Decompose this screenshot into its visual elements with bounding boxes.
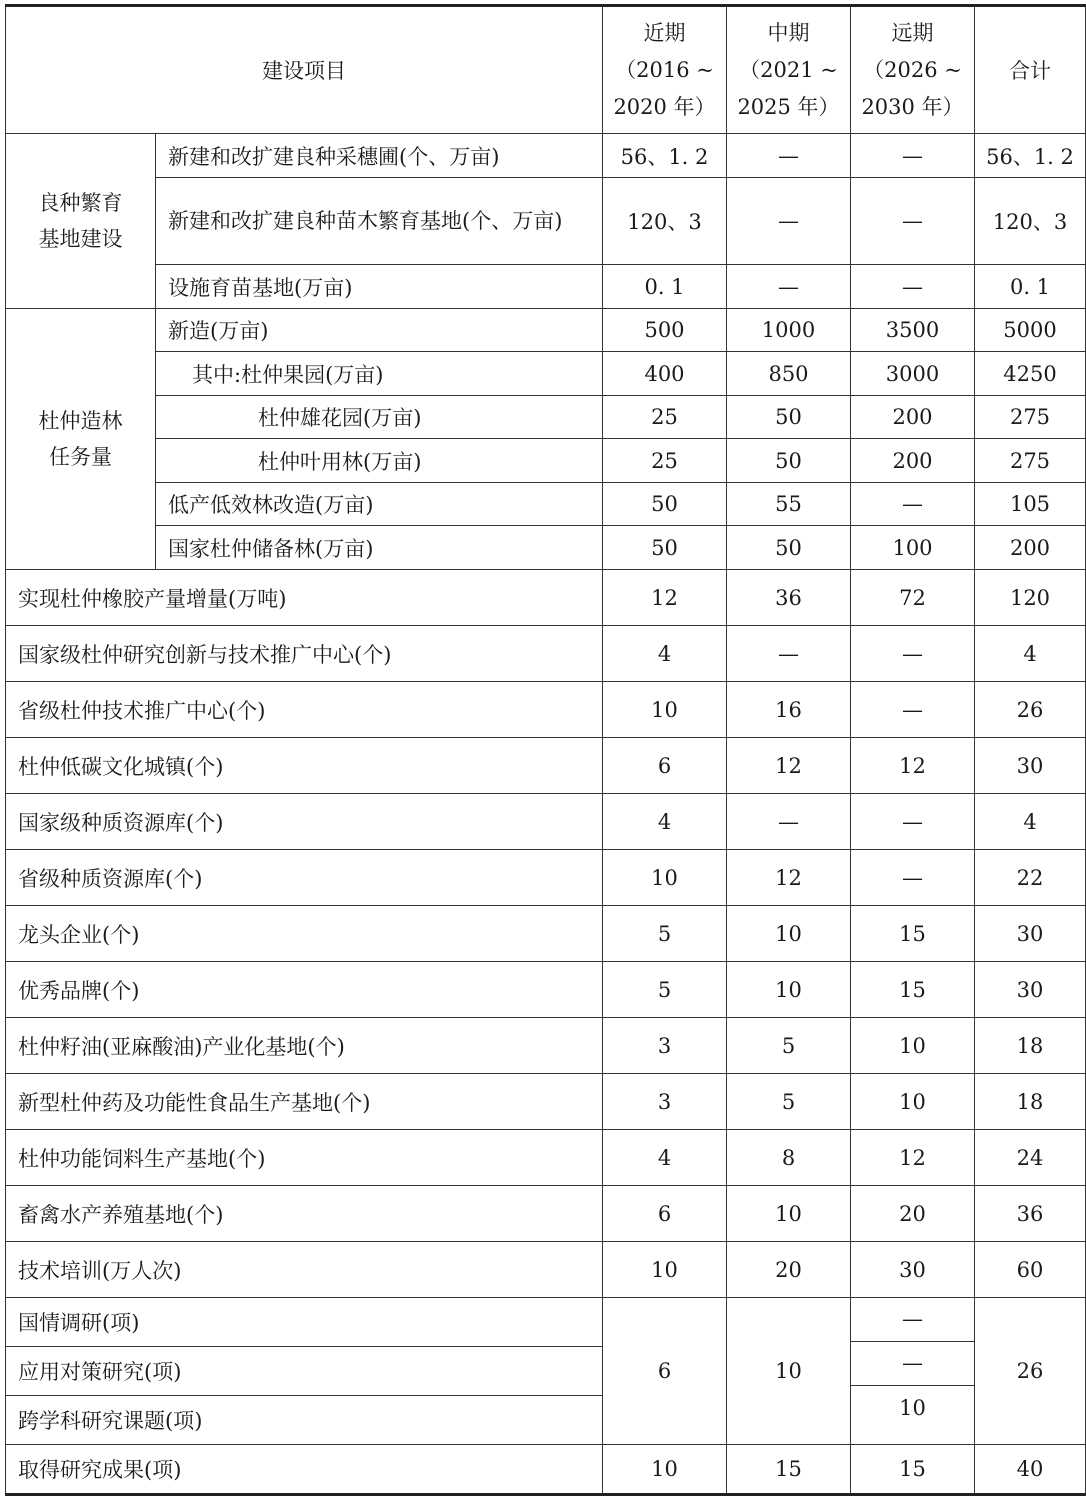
row-label: 杜仲叶用林(万亩) bbox=[156, 439, 603, 483]
cell-mid: 36 bbox=[727, 570, 851, 626]
cell-far: 200 bbox=[851, 439, 975, 483]
cell-total: 275 bbox=[975, 396, 1086, 439]
cell-far: 12 bbox=[851, 1130, 975, 1186]
cell-mid: 10 bbox=[727, 906, 851, 962]
header-far: 远期 （2026 ~ 2030 年） bbox=[851, 6, 975, 134]
cell-mid: — bbox=[727, 178, 851, 265]
table-row bbox=[6, 352, 1086, 396]
cell-mid: 10 bbox=[727, 1186, 851, 1242]
cell-far: 15 bbox=[851, 1445, 975, 1495]
cell-mid: 16 bbox=[727, 682, 851, 738]
cell-near: 0. 1 bbox=[603, 265, 727, 309]
table-row bbox=[6, 134, 1086, 178]
cell-near: 10 bbox=[603, 850, 727, 906]
planning-table bbox=[5, 4, 1086, 1496]
row-label: 新造(万亩) bbox=[156, 309, 603, 352]
cell-mid: — bbox=[727, 626, 851, 682]
cell-total: 120、3 bbox=[975, 178, 1086, 265]
header-mid: 中期 （2021 ~ 2025 年） bbox=[727, 6, 851, 134]
cell-far: 30 bbox=[851, 1242, 975, 1298]
row-label: 优秀品牌(个) bbox=[6, 962, 603, 1018]
row-label: 国家级杜仲研究创新与技术推广中心(个) bbox=[6, 626, 603, 682]
cell-mid: 8 bbox=[727, 1130, 851, 1186]
cell-near: 5 bbox=[603, 906, 727, 962]
cell-near: 4 bbox=[603, 794, 727, 850]
cell-mid: 55 bbox=[727, 483, 851, 526]
cell-near: 6 bbox=[603, 1186, 727, 1242]
cell-far: 72 bbox=[851, 570, 975, 626]
header-total: 合计 bbox=[975, 6, 1086, 134]
table-row bbox=[6, 850, 1086, 906]
cell-mid: 20 bbox=[727, 1242, 851, 1298]
cell-mid: 50 bbox=[727, 526, 851, 570]
cell-near: 4 bbox=[603, 1130, 727, 1186]
cell-far: — bbox=[851, 265, 975, 309]
table-row bbox=[6, 682, 1086, 738]
cell-far: 3500 bbox=[851, 309, 975, 352]
cell-mid: 50 bbox=[727, 439, 851, 483]
cell-far: 20 bbox=[851, 1186, 975, 1242]
cell-total: 30 bbox=[975, 738, 1086, 794]
cell-far: — bbox=[851, 682, 975, 738]
cell-far: — bbox=[851, 1298, 974, 1342]
row-label: 新型杜仲药及功能性食品生产基地(个) bbox=[6, 1074, 603, 1130]
cell-near: 25 bbox=[603, 396, 727, 439]
row-label: 实现杜仲橡胶产量增量(万吨) bbox=[6, 570, 603, 626]
row-label: 龙头企业(个) bbox=[6, 906, 603, 962]
row-label: 应用对策研究(项) bbox=[6, 1347, 603, 1396]
row-label: 杜仲低碳文化城镇(个) bbox=[6, 738, 603, 794]
cell-total: 60 bbox=[975, 1242, 1086, 1298]
table-row bbox=[6, 570, 1086, 626]
cell-near: 25 bbox=[603, 439, 727, 483]
table-row bbox=[6, 309, 1086, 352]
cell-far: 15 bbox=[851, 962, 975, 1018]
cell-near: 500 bbox=[603, 309, 727, 352]
table-row bbox=[6, 1074, 1086, 1130]
table-row bbox=[6, 962, 1086, 1018]
cell-mid: — bbox=[727, 134, 851, 178]
cell-near: 6 bbox=[603, 738, 727, 794]
cell-total: 56、1. 2 bbox=[975, 134, 1086, 178]
cell-total: 4250 bbox=[975, 352, 1086, 396]
cell-near: 120、3 bbox=[603, 178, 727, 265]
cell-total: 30 bbox=[975, 962, 1086, 1018]
row-label: 设施育苗基地(万亩) bbox=[156, 265, 603, 309]
cell-total: 24 bbox=[975, 1130, 1086, 1186]
cell-far: — bbox=[851, 850, 975, 906]
cell-far: — bbox=[851, 178, 975, 265]
cell-far: 200 bbox=[851, 396, 975, 439]
cell-total: 18 bbox=[975, 1018, 1086, 1074]
cell-total: 22 bbox=[975, 850, 1086, 906]
cell-total: 36 bbox=[975, 1186, 1086, 1242]
cell-total: 5000 bbox=[975, 309, 1086, 352]
row-label: 技术培训(万人次) bbox=[6, 1242, 603, 1298]
table-row bbox=[6, 906, 1086, 962]
cell-far: — bbox=[851, 483, 975, 526]
cell-total: 26 bbox=[975, 682, 1086, 738]
cell-total: 275 bbox=[975, 439, 1086, 483]
row-label: 国家杜仲储备林(万亩) bbox=[156, 526, 603, 570]
row-label: 跨学科研究课题(项) bbox=[6, 1396, 603, 1445]
cell-total: 30 bbox=[975, 906, 1086, 962]
cell-mid: 12 bbox=[727, 850, 851, 906]
table-row bbox=[6, 1130, 1086, 1186]
row-label: 取得研究成果(项) bbox=[6, 1445, 603, 1495]
cell-near: 50 bbox=[603, 526, 727, 570]
table-row bbox=[6, 526, 1086, 570]
cell-far: — bbox=[851, 134, 975, 178]
table-row bbox=[6, 265, 1086, 309]
row-label: 杜仲功能饲料生产基地(个) bbox=[6, 1130, 603, 1186]
group-breeding: 良种繁育基地建设 bbox=[6, 134, 156, 309]
cell-near: 10 bbox=[603, 1242, 727, 1298]
cell-mid: 10 bbox=[727, 962, 851, 1018]
row-label: 低产低效林改造(万亩) bbox=[156, 483, 603, 526]
cell-total: 4 bbox=[975, 794, 1086, 850]
row-label: 杜仲籽油(亚麻酸油)产业化基地(个) bbox=[6, 1018, 603, 1074]
cell-mid: 5 bbox=[727, 1018, 851, 1074]
row-label: 畜禽水产养殖基地(个) bbox=[6, 1186, 603, 1242]
cell-near: 56、1. 2 bbox=[603, 134, 727, 178]
row-label: 新建和改扩建良种苗木繁育基地(个、万亩) bbox=[156, 178, 603, 265]
row-label: 其中:杜仲果园(万亩) bbox=[156, 352, 603, 396]
cell-near: 6 bbox=[603, 1298, 727, 1445]
cell-far: — bbox=[851, 626, 975, 682]
table-row bbox=[6, 1242, 1086, 1298]
table-row bbox=[6, 1186, 1086, 1242]
cell-total: 105 bbox=[975, 483, 1086, 526]
table-row bbox=[6, 738, 1086, 794]
cell-total: 120 bbox=[975, 570, 1086, 626]
cell-far: — bbox=[851, 794, 975, 850]
cell-mid: 1000 bbox=[727, 309, 851, 352]
table-row bbox=[6, 626, 1086, 682]
cell-total: 18 bbox=[975, 1074, 1086, 1130]
cell-total: 26 bbox=[975, 1298, 1086, 1445]
cell-near: 400 bbox=[603, 352, 727, 396]
header-row bbox=[6, 6, 1086, 134]
cell-mid: 12 bbox=[727, 738, 851, 794]
cell-far: 100 bbox=[851, 526, 975, 570]
cell-mid: 10 bbox=[727, 1298, 851, 1445]
cell-mid: — bbox=[727, 794, 851, 850]
table-row bbox=[6, 439, 1086, 483]
table-row bbox=[6, 483, 1086, 526]
cell-mid: 15 bbox=[727, 1445, 851, 1495]
row-label: 国家级种质资源库(个) bbox=[6, 794, 603, 850]
cell-near: 3 bbox=[603, 1018, 727, 1074]
cell-mid: 850 bbox=[727, 352, 851, 396]
table-row bbox=[6, 396, 1086, 439]
group-afforest: 杜仲造林任务量 bbox=[6, 309, 156, 570]
cell-far: 10 bbox=[851, 1074, 975, 1130]
cell-far: — bbox=[851, 1342, 974, 1386]
row-label: 国情调研(项) bbox=[6, 1298, 603, 1347]
cell-total: 4 bbox=[975, 626, 1086, 682]
table-row bbox=[6, 178, 1086, 265]
cell-mid: 5 bbox=[727, 1074, 851, 1130]
table-row bbox=[6, 794, 1086, 850]
cell-total: 200 bbox=[975, 526, 1086, 570]
cell-far: 15 bbox=[851, 906, 975, 962]
cell-near: 3 bbox=[603, 1074, 727, 1130]
cell-total: 0. 1 bbox=[975, 265, 1086, 309]
row-label: 省级种质资源库(个) bbox=[6, 850, 603, 906]
header-project: 建设项目 bbox=[6, 6, 603, 134]
cell-far: 10 bbox=[851, 1018, 975, 1074]
row-label: 新建和改扩建良种采穗圃(个、万亩) bbox=[156, 134, 603, 178]
table-row bbox=[6, 1018, 1086, 1074]
table-row bbox=[6, 1298, 1086, 1347]
cell-near: 5 bbox=[603, 962, 727, 1018]
cell-far-research bbox=[851, 1298, 975, 1445]
cell-far: 10 bbox=[899, 1396, 926, 1420]
row-label: 杜仲雄花园(万亩) bbox=[156, 396, 603, 439]
cell-total: 40 bbox=[975, 1445, 1086, 1495]
cell-near: 4 bbox=[603, 626, 727, 682]
cell-mid: — bbox=[727, 265, 851, 309]
cell-far: 12 bbox=[851, 738, 975, 794]
cell-near: 50 bbox=[603, 483, 727, 526]
cell-near: 12 bbox=[603, 570, 727, 626]
cell-far: 3000 bbox=[851, 352, 975, 396]
table-row bbox=[6, 1445, 1086, 1495]
header-near: 近期 （2016 ~ 2020 年） bbox=[603, 6, 727, 134]
cell-near: 10 bbox=[603, 1445, 727, 1495]
row-label: 省级杜仲技术推广中心(个) bbox=[6, 682, 603, 738]
cell-mid: 50 bbox=[727, 396, 851, 439]
cell-near: 10 bbox=[603, 682, 727, 738]
